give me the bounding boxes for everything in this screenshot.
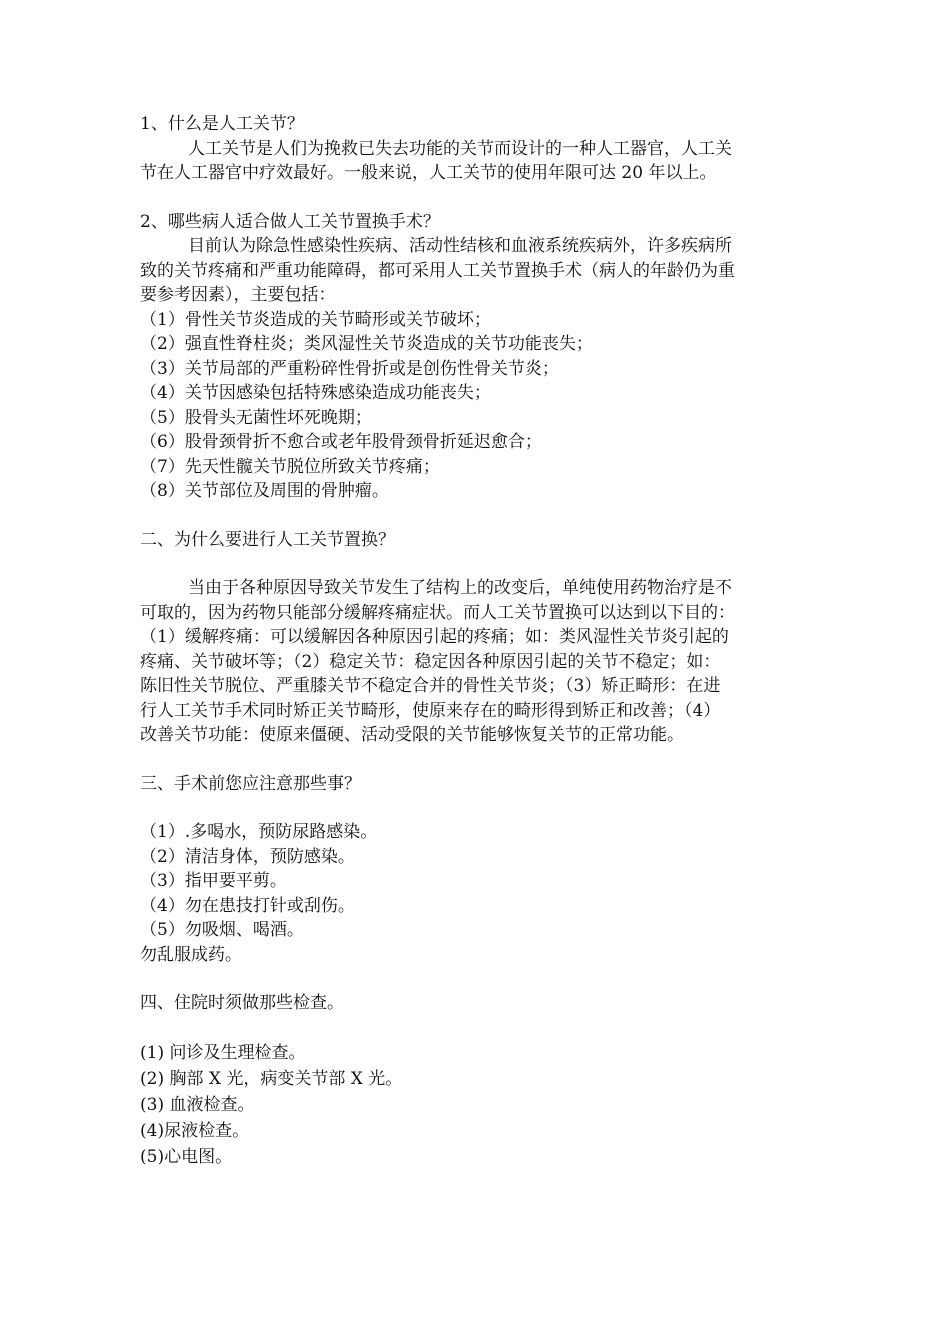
list-item: (3) 血液检查。 — [140, 1094, 255, 1115]
section-2-heading: 2、哪些病人适合做人工关节置换手术？ — [140, 211, 440, 232]
list-item: （3）关节局部的严重粉碎性骨折或是创伤性骨关节炎； — [140, 358, 559, 379]
section-1-heading: 1、什么是人工关节？ — [140, 114, 304, 134]
section-2-paragraph — [140, 234, 812, 308]
section-1-paragraph — [140, 137, 812, 186]
paragraph-line: 疼痛、关节破坏等；（2）稳定关节：稳定因各种原因引起的关节不稳定；如： — [140, 651, 721, 672]
document-page — [140, 112, 812, 1170]
paragraph-line: 目前认为除急性感染性疾病、活动性结核和血液系统疾病外，许多疾病所 — [188, 236, 732, 256]
paragraph-line: 当由于各种原因导致关节发生了结构上的改变后，单纯使用药物治疗是不 — [188, 578, 732, 598]
section-3-heading: 二、为什么要进行人工关节置换？ — [140, 529, 395, 550]
list-item: (4)尿液检查。 — [140, 1120, 250, 1141]
list-item: （4）勿在患技打针或刮伤。 — [140, 895, 355, 916]
list-item: （5）勿吸烟、喝酒。 — [140, 920, 304, 940]
list-item: （6）股骨颈骨折不愈合或老年股骨颈骨折延迟愈合； — [140, 432, 542, 452]
list-item: （8）关节部位及周围的骨肿瘤。 — [140, 481, 389, 501]
paragraph-line: 改善关节功能：使原来僵硬、活动受限的关节能够恢复关节的正常功能。 — [140, 725, 684, 745]
list-item: （2）清洁身体，预防感染。 — [140, 846, 355, 867]
paragraph-line: 致的关节疼痛和严重功能障碍，都可采用人工关节置换手术（病人的年龄仍为重 — [140, 260, 735, 281]
list-item: （1）骨性关节炎造成的关节畸形或关节破坏； — [140, 309, 491, 330]
list-item: （4）关节因感染包括特殊感染造成功能丧失； — [140, 383, 491, 403]
section-3-paragraph — [140, 576, 812, 748]
list-item: （7）先天性髋关节脱位所致关节疼痛； — [140, 456, 440, 477]
list-item: (5)心电图。 — [140, 1146, 233, 1167]
list-item: 勿乱服成药。 — [140, 944, 242, 965]
paragraph-line: 可取的，因为药物只能部分缓解疼痛症状。而人工关节置换可以达到以下目的： — [140, 602, 735, 623]
list-item: （2）强直性脊柱炎；类风湿性关节炎造成的关节功能丧失； — [140, 334, 593, 354]
section-5-heading: 四、住院时须做那些检查。 — [140, 993, 344, 1013]
paragraph-line: （1）缓解疼痛：可以缓解因各种原因引起的疼痛；如：类风湿性关节炎引起的 — [140, 627, 729, 647]
list-item: （1）.多喝水，预防尿路感染。 — [140, 822, 378, 842]
section-4-heading: 三、手术前您应注意那些事？ — [140, 773, 361, 794]
list-item: (2) 胸部 X 光，病变关节部 X 光。 — [140, 1068, 403, 1089]
section-5-list — [140, 1040, 812, 1170]
list-item: （3）指甲要平剪。 — [140, 871, 287, 891]
paragraph-line: 行人工关节手术同时矫正关节畸形，使原来存在的畸形得到矫正和改善；（4） — [140, 700, 721, 721]
list-item: (1) 问诊及生理检查。 — [140, 1042, 306, 1063]
section-4-list — [140, 820, 812, 967]
paragraph-line: 人工关节是人们为挽救已失去功能的关节而设计的一种人工器官，人工关 — [188, 138, 732, 159]
paragraph-line: 要参考因素），主要包括： — [140, 285, 336, 305]
list-item: （5）股骨头无菌性坏死晚期； — [140, 407, 372, 428]
paragraph-line: 陈旧性关节脱位、严重膝关节不稳定合并的骨性关节炎；（3）矫正畸形：在进 — [140, 676, 721, 696]
section-2-list — [140, 308, 812, 504]
paragraph-line: 节在人工器官中疗效最好。一般来说，人工关节的使用年限可达 20 年以上。 — [140, 163, 717, 183]
